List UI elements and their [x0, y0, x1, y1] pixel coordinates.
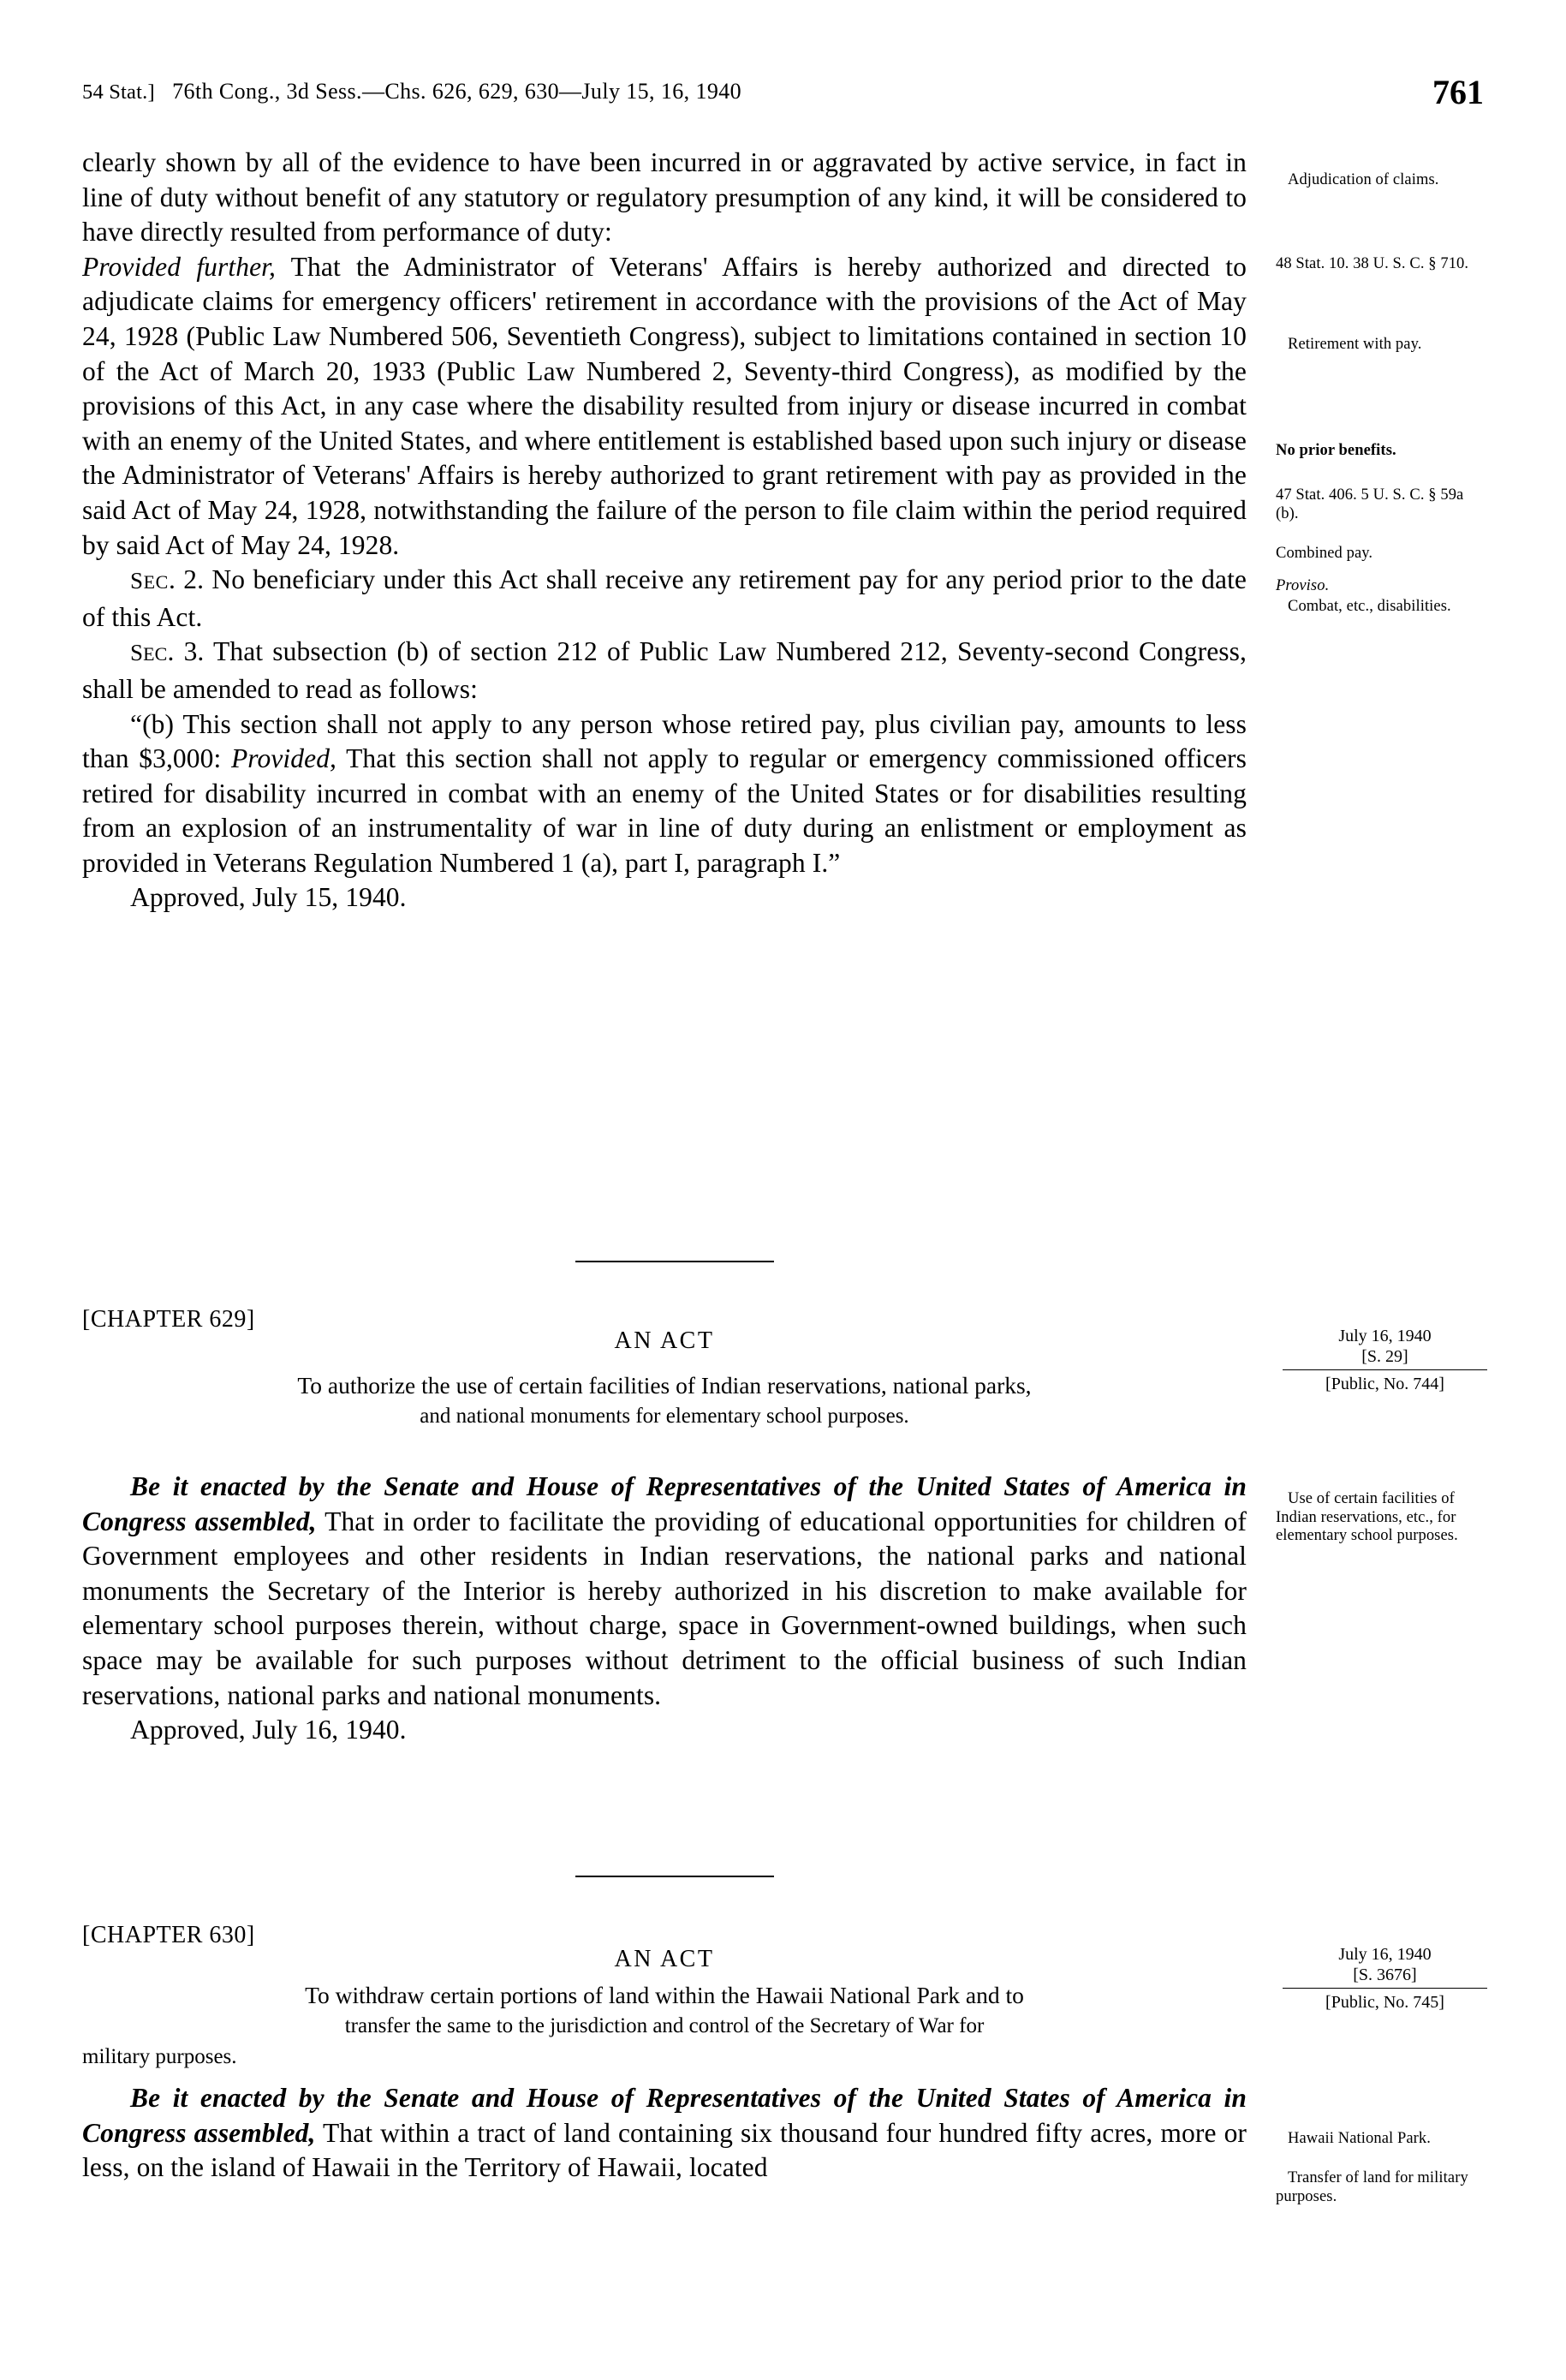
date-line-2: [S. 29]	[1361, 1347, 1408, 1366]
margin-note-text: Proviso.	[1276, 577, 1330, 594]
running-head	[82, 73, 1484, 113]
margin-note-text: 48 Stat. 10. 38 U. S. C. § 710.	[1276, 255, 1469, 272]
margin-note-text: Combat, etc., disabilities.	[1288, 598, 1451, 615]
date-line-2: [S. 3676]	[1353, 1965, 1417, 1984]
chapter-label-629: [CHAPTER 629]	[82, 1306, 255, 1333]
chapter-divider-630	[575, 1876, 774, 1877]
margin-note-statute-48	[1276, 255, 1490, 274]
paragraph-proviso-adjudication	[82, 250, 1247, 563]
enacting-paragraph-630	[82, 2081, 1247, 2186]
margin-note-no-prior-benefits	[1276, 442, 1490, 461]
congress-session-label: 76th Cong., 3d Sess.—Chs. 626, 629, 630—July 15, 16, 1940	[172, 79, 742, 104]
enacting-body-630: That within a tract of land containing six thousand four hundred fifty acres, more or less, on the island of Hawaii in the Territory of Hawaii, located	[82, 2117, 1247, 2183]
margin-note-combined-pay	[1276, 545, 1490, 564]
date-line-1: July 16, 1940	[1338, 1945, 1432, 1964]
public-number: [Public, No. 745]	[1325, 1993, 1444, 2012]
enacting-body-629: That in order to facilitate the providing of educational opportunities for children of Government employees and other residents in Indian reservations, the national parks and national monuments the Secretary of the Interior is hereby authorized in his discretion to make available for elementary school purposes therein, without charge, space in Government-owned buildings, when such space may be available for such purposes without detriment to the official business of such Indian reservations, national parks and national monuments.	[82, 1506, 1247, 1710]
margin-note-text: 47 Stat. 406. 5 U. S. C. § 59a (b).	[1276, 486, 1464, 522]
date-block-629	[1276, 1326, 1494, 1394]
date-divider	[1283, 1988, 1487, 1989]
page-number: 761	[1432, 73, 1484, 111]
act-title-line-3: military purposes.	[82, 2045, 237, 2068]
paragraph-section-3	[82, 635, 1247, 707]
public-number: [Public, No. 744]	[1325, 1375, 1444, 1393]
margin-note-text: Transfer of land for military purposes.	[1276, 2169, 1468, 2205]
margin-note-629-facilities	[1276, 1490, 1490, 1546]
date-block-630	[1276, 1944, 1494, 2013]
margin-note-text: Use of certain facilities of Indian reservations, etc., for elementary school purposes.	[1276, 1490, 1458, 1544]
section-2-label-rest: EC	[143, 571, 169, 594]
margin-note-adjudication	[1276, 171, 1490, 190]
act-title-line-1: To withdraw certain portions of land within the Hawaii National Park and to	[305, 1982, 1024, 2008]
paragraph-subsection-b	[82, 707, 1247, 881]
an-act-heading-630: AN ACT	[614, 1946, 715, 1972]
margin-note-630-park	[1276, 2130, 1490, 2149]
proviso-lead-in: Provided further,	[82, 251, 277, 282]
margin-note-text: No prior benefits.	[1276, 442, 1396, 459]
approved-line-626: Approved, July 15, 1940.	[130, 882, 407, 913]
act-title-630	[82, 1980, 1247, 2073]
margin-note-retirement-pay	[1276, 336, 1490, 355]
subsection-b-text-1: “(b) This section shall not apply to any person whose retired pay, plus civilian pay, amounts to less than $3,000:	[82, 708, 1247, 774]
section-3-label-rest: EC	[143, 643, 168, 665]
paragraph-section-2	[82, 563, 1247, 635]
chapter-630-body	[82, 2081, 1247, 2186]
main-text-column	[82, 146, 1247, 916]
margin-note-text: Hawaii National Park.	[1288, 2130, 1432, 2147]
running-head-left	[82, 79, 741, 104]
proviso-body: That the Administrator of Veterans' Affairs is hereby authorized and directed to adjudicate claims for emergency officers' retirement in accordance with the provisions of the Act of May 24, 1928 (Public Law Numbered 506, Seventieth Congress), subject to limitations contained in section 10 of the Act of March 20, 1933 (Public Law Numbered 2, Seventy-third Congress), as modified by the provisions of this Act, in any case where the disability resulted from injury or disease incurred in combat with an enemy of the United States, and where entitlement is established based upon such injury or disease the Administrator of Veterans' Affairs is hereby authorized to grant retirement with pay as provided in the said Act of May 24, 1928, notwithstanding the failure of the person to file claim within the period required by said Act of May 24, 1928.	[82, 251, 1247, 560]
act-title-line-1: To authorize the use of certain facilities of Indian reservations, national parks,	[297, 1372, 1032, 1399]
an-act-heading-629: AN ACT	[614, 1327, 715, 1354]
section-3-number: . 3. That subsection (b) of section 212 of Public Law Numbered 212, Seventy-second Congress, shall be amended to read as follows:	[82, 636, 1247, 704]
margin-note-text: Combined pay.	[1276, 545, 1373, 562]
act-title-line-2: and national monuments for elementary school purposes.	[420, 1405, 909, 1428]
margin-note-630-transfer	[1276, 2169, 1490, 2206]
act-title-629	[82, 1370, 1247, 1432]
chapter-629-body	[82, 1470, 1247, 1748]
paragraph-continuation: clearly shown by all of the evidence to have been incurred in or aggravated by active service, in fact in line of duty without benefit of any statutory or regulatory presumption of any kind, it will be considered to have directly resulted from performance of duty:	[82, 147, 1247, 248]
subsection-b-text-2: That this section shall not apply to regular or emergency commissioned officers retired for disability incurred in combat with an enemy of the United States or for disabilities resulting from an explosion of an instrumentality of war in line of duty during an enlistment or employment as provided in Veterans Regulation Numbered 1 (a), part I, paragraph I.”	[82, 743, 1247, 878]
section-3-label: S	[130, 640, 144, 666]
section-2-label: S	[130, 568, 144, 594]
margin-note-proviso	[1276, 577, 1490, 596]
chapter-label-630: [CHAPTER 630]	[82, 1922, 255, 1948]
margin-note-text: Adjudication of claims.	[1288, 171, 1439, 188]
enacting-clause-630: Be it enacted by the Senate and House of Representatives of the United States of America in Congress assembled,	[82, 2083, 1247, 2148]
act-title-line-2: transfer the same to the jurisdiction and control of the Secretary of War for	[344, 2014, 985, 2037]
enacting-paragraph-629	[82, 1470, 1247, 1713]
margin-note-combat-disabilities	[1276, 598, 1490, 617]
date-divider	[1283, 1369, 1487, 1370]
margin-note-text: Retirement with pay.	[1288, 336, 1422, 353]
enacting-clause-629: Be it enacted by the Senate and House of Representatives of the United States of America in Congress assembled,	[82, 1471, 1247, 1536]
approved-line-629: Approved, July 16, 1940.	[130, 1715, 407, 1745]
subsection-b-proviso: Provided,	[230, 743, 337, 774]
chapter-divider-629	[575, 1261, 774, 1262]
volume-label: 54 Stat.]	[82, 81, 155, 104]
date-line-1: July 16, 1940	[1338, 1327, 1432, 1345]
section-2-number: . 2. No beneficiary under this Act shall receive any retirement pay for any period prior to the date of this Act.	[82, 564, 1247, 632]
margin-note-statute-47	[1276, 486, 1490, 523]
